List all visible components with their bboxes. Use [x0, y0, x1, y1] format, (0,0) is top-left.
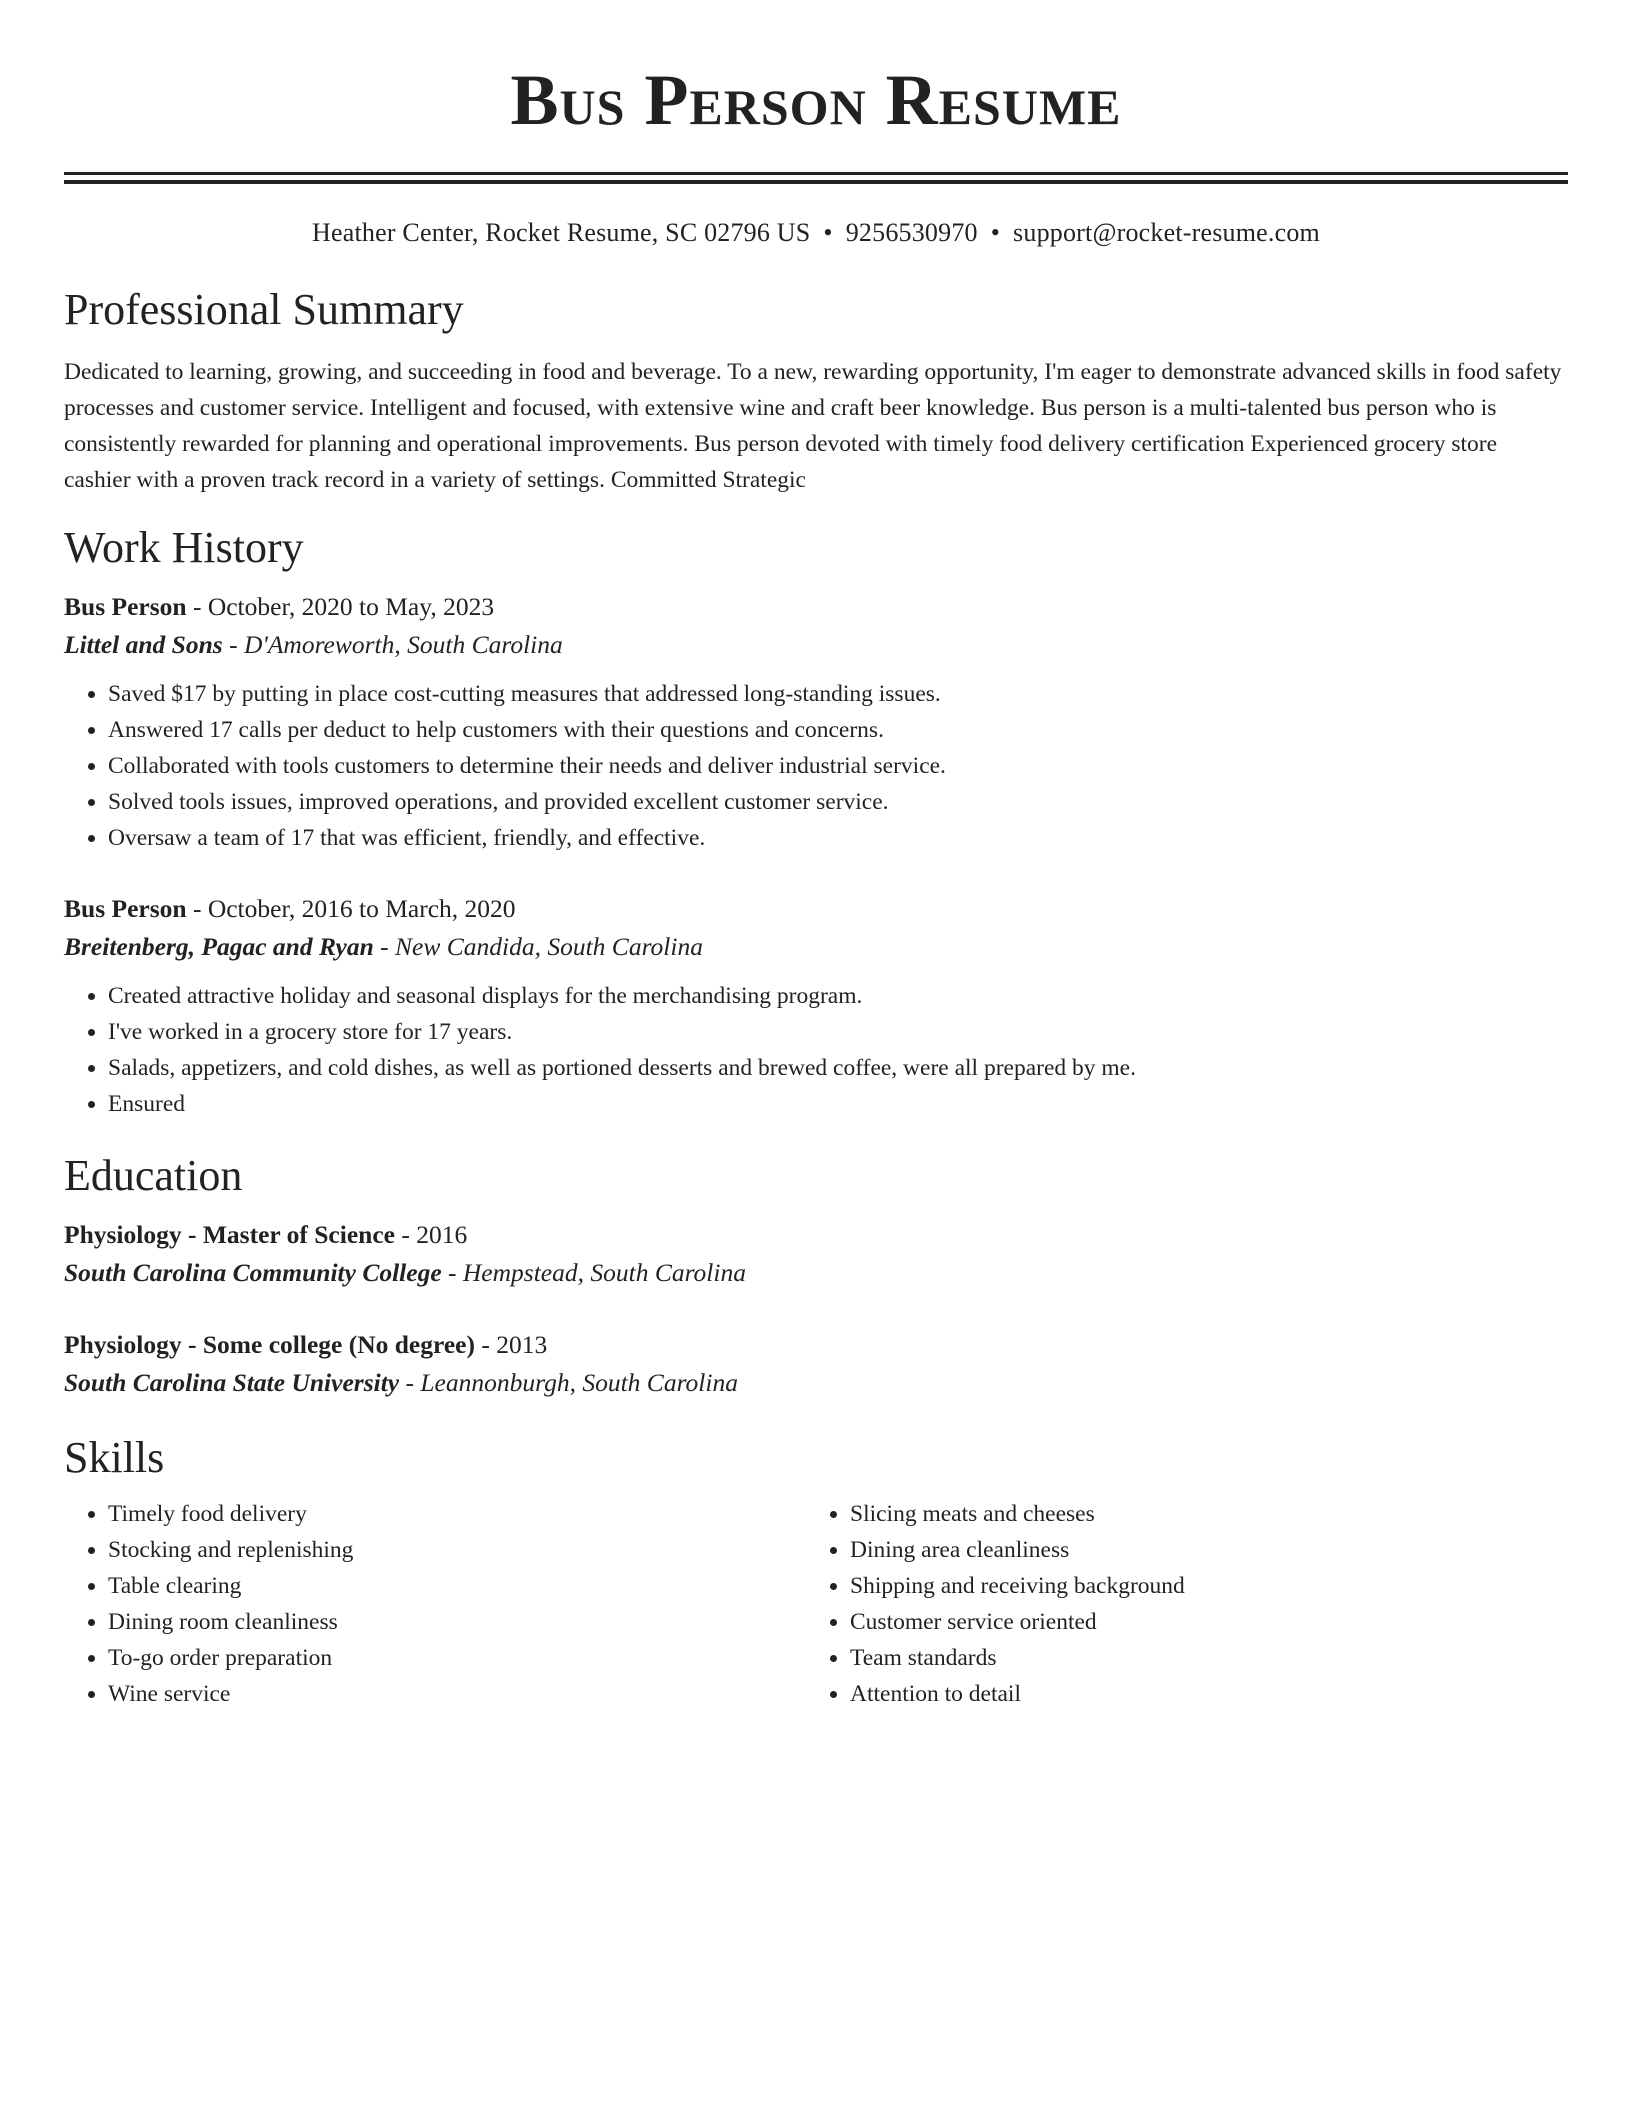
job-company-line [64, 928, 1568, 966]
skills-heading: Skills [64, 1433, 165, 1482]
job-title: Bus Person [64, 894, 187, 923]
job-entry [64, 890, 1568, 1122]
title-divider-bottom [64, 180, 1568, 184]
education-year: 2016 [416, 1220, 468, 1249]
job-bullet: • Created attractive holiday and seasonal displays for the merchandising program. [108, 978, 1568, 1014]
job-bullets [64, 978, 1568, 1122]
job-location: D'Amoreworth, South Carolina [243, 630, 563, 659]
education-entry [64, 1216, 1568, 1292]
job-title-line [64, 890, 1568, 928]
job-entry [64, 588, 1568, 856]
education-location: Hempstead, South Carolina [462, 1258, 746, 1287]
education-degree-line [64, 1326, 1568, 1364]
contact-phone: 9256530970 [845, 218, 978, 247]
education-year: 2013 [496, 1330, 548, 1359]
summary-text: Dedicated to learning, growing, and succeeding in food and beverage. To a new, rewarding opportunity, I'm eager to demonstrate advanced skills in food safety processes and customer service. Intelligent and focused, with extensive wine and craft beer knowledge. Bus person is a multi-talented bus person who is consistently rewarded for planning and operational improvements. Bus person devoted with timely food delivery certification Experienced grocery store cashier with a proven track record in a variety of settings. Committed Strategic [64, 359, 1562, 493]
job-company-line [64, 626, 1568, 664]
job-bullet: • Answered 17 calls per deduct to help customers with their questions and concerns. [108, 712, 1568, 748]
contact-separator: • [823, 218, 833, 247]
dash: - [441, 1258, 463, 1287]
skills-column-left [64, 1496, 806, 1712]
work-history-heading: Work History [64, 523, 304, 572]
skill-item: • Dining room cleanliness [108, 1604, 806, 1640]
skills-column-right [806, 1496, 1548, 1712]
education-school-line [64, 1364, 1568, 1402]
education-school-line [64, 1254, 1568, 1292]
dash: - [399, 1368, 421, 1397]
job-bullet: • Oversaw a team of 17 that was efficient, friendly, and effective. [108, 820, 1568, 856]
skill-item: • Slicing meats and cheeses [850, 1496, 1548, 1532]
skill-item: • Stocking and replenishing [108, 1532, 806, 1568]
skill-item: • Customer service oriented [850, 1604, 1548, 1640]
job-bullet: • Ensured [108, 1086, 1568, 1122]
skill-item: • Attention to detail [850, 1676, 1548, 1712]
education-entry [64, 1326, 1568, 1402]
contact-email: support@rocket-resume.com [1013, 218, 1320, 247]
education-degree-line [64, 1216, 1568, 1254]
job-company: Littel and Sons [64, 630, 223, 659]
job-bullet: • Solved tools issues, improved operations, and provided excellent customer service. [108, 784, 1568, 820]
skills-columns [64, 1496, 1568, 1712]
job-bullet: • Collaborated with tools customers to determine their needs and deliver industrial service. [108, 748, 1568, 784]
skill-item: • Dining area cleanliness [850, 1532, 1548, 1568]
job-dates: October, 2016 to March, 2020 [207, 894, 516, 923]
job-company: Breitenberg, Pagac and Ryan [64, 932, 374, 961]
dash: - [186, 894, 208, 923]
contact-address: Heather Center, Rocket Resume, SC 02796 US [312, 218, 811, 247]
skill-item: • Table clearing [108, 1568, 806, 1604]
skill-item: • Team standards [850, 1640, 1548, 1676]
education-school: South Carolina State University [64, 1368, 400, 1397]
education-location: Leannonburgh, South Carolina [420, 1368, 738, 1397]
dash: - [222, 630, 244, 659]
summary-heading: Professional Summary [64, 285, 464, 334]
dash: - [394, 1220, 417, 1249]
dash: - [474, 1330, 497, 1359]
job-title-line [64, 588, 1568, 626]
contact-line [64, 216, 1568, 250]
job-bullet: • Saved $17 by putting in place cost-cutting measures that addressed long-standing issues. [108, 676, 1568, 712]
education-school: South Carolina Community College [64, 1258, 442, 1287]
job-bullet: • I've worked in a grocery store for 17 years. [108, 1014, 1568, 1050]
job-title: Bus Person [64, 592, 187, 621]
education-degree: Physiology - Master of Science [64, 1220, 395, 1249]
job-bullets [64, 676, 1568, 856]
resume-title: Bus Person Resume [510, 60, 1122, 140]
education-heading: Education [64, 1151, 243, 1200]
job-bullet: • Salads, appetizers, and cold dishes, as well as portioned desserts and brewed coffee, were all prepared by me. [108, 1050, 1568, 1086]
skill-item: • Wine service [108, 1676, 806, 1712]
dash: - [373, 932, 396, 961]
job-dates: October, 2020 to May, 2023 [207, 592, 495, 621]
skill-item: • Shipping and receiving background [850, 1568, 1548, 1604]
skill-item: • Timely food delivery [108, 1496, 806, 1532]
contact-separator: • [990, 218, 1001, 247]
dash: - [186, 592, 208, 621]
job-location: New Candida, South Carolina [395, 932, 703, 961]
education-degree: Physiology - Some college (No degree) [64, 1330, 475, 1359]
title-divider-top [64, 172, 1568, 175]
skill-item: • To-go order preparation [108, 1640, 806, 1676]
